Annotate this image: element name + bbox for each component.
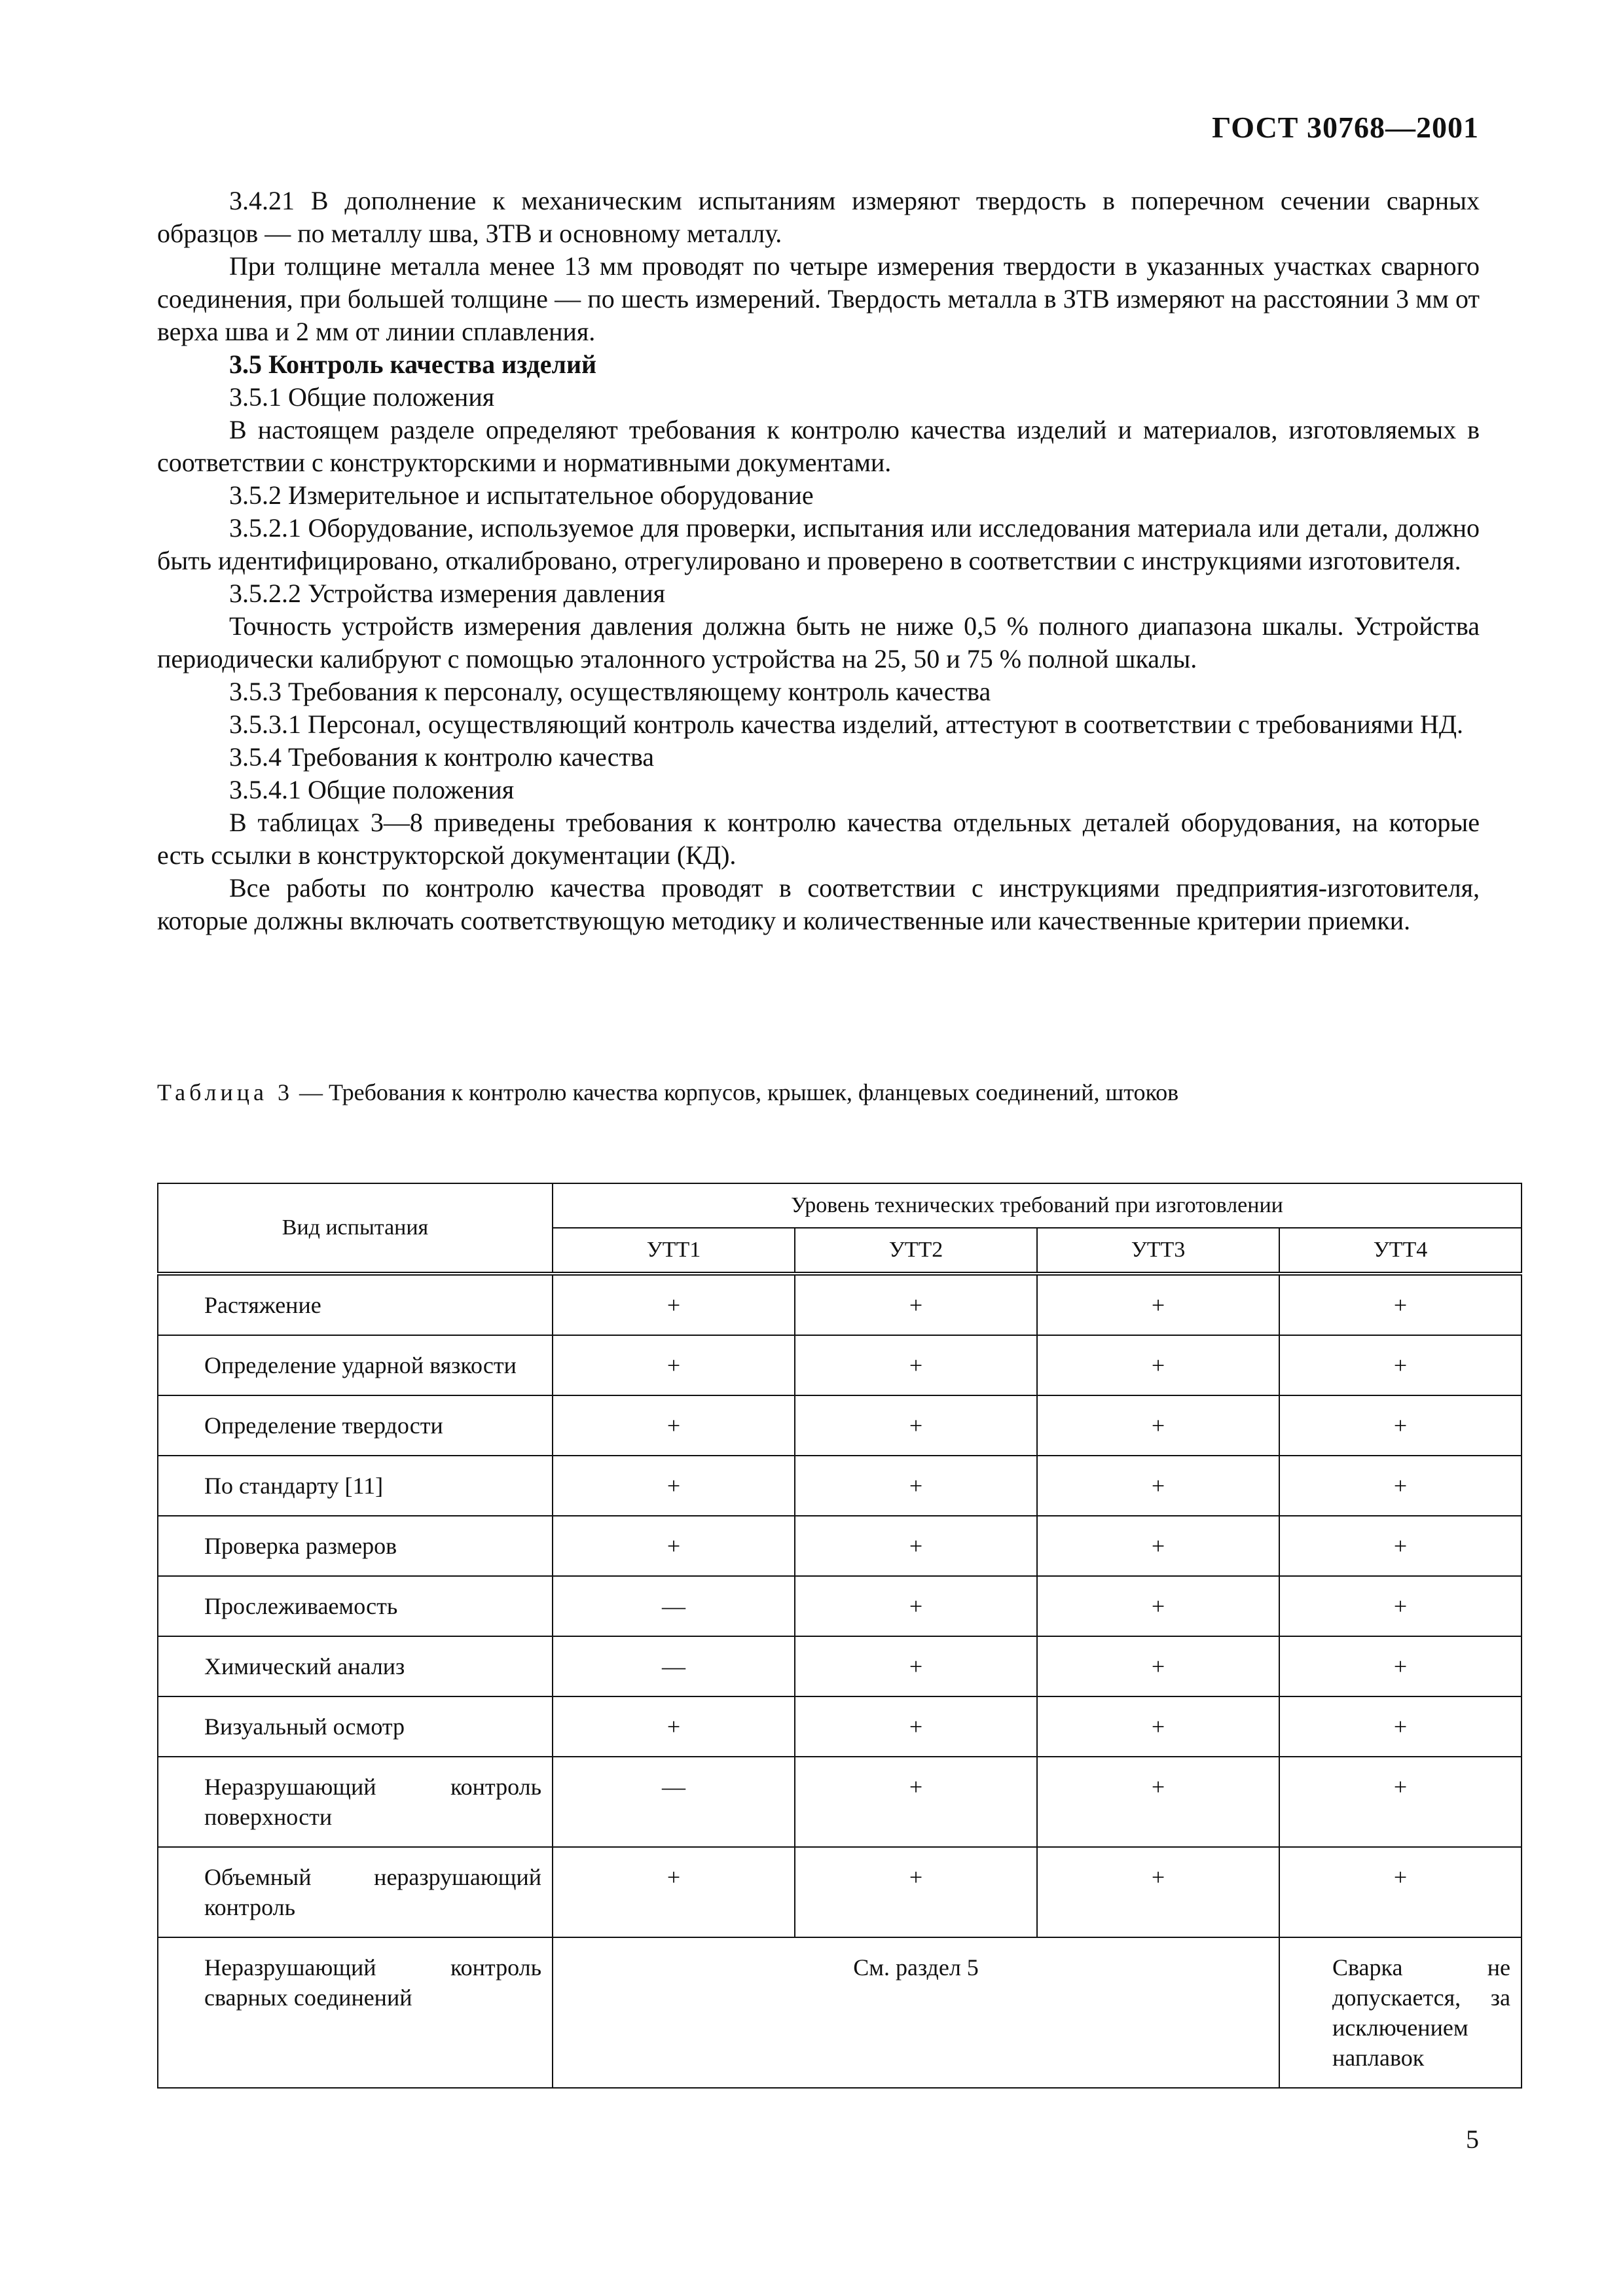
- requirement-cell: —: [553, 1576, 795, 1636]
- requirement-cell: +: [1279, 1516, 1522, 1576]
- subsection-heading: 3.5.2 Измерительное и испытательное оборудование: [229, 480, 814, 510]
- test-name: Химический анализ: [158, 1636, 553, 1696]
- requirement-cell: +: [1279, 1335, 1522, 1395]
- requirement-cell: +: [1037, 1636, 1279, 1696]
- requirement-cell: +: [795, 1456, 1037, 1516]
- requirement-cell: +: [1037, 1335, 1279, 1395]
- requirement-cell: +: [795, 1274, 1037, 1335]
- table-row: [158, 1395, 1522, 1456]
- paragraph: Все работы по контролю качества проводят в соответствии с инструкциями предприятия-изготовителя, которые должны включать соответствующую методику и количественные или качественные критерии приемки.: [157, 873, 1480, 935]
- requirement-cell: +: [553, 1274, 795, 1335]
- requirement-cell: +: [1037, 1576, 1279, 1636]
- paragraph: 3.5.2.1 Оборудование, используемое для проверки, испытания или исследования материала или детали, должно быть идентифицировано, откалибровано, отрегулировано и проверено в соответствии с инструкциями изготовителя.: [157, 513, 1480, 575]
- requirement-cell: +: [1279, 1395, 1522, 1456]
- requirement-cell: +: [1037, 1274, 1279, 1335]
- table-row: [158, 1937, 1522, 2088]
- table-row: [158, 1516, 1522, 1576]
- test-name: Растяжение: [158, 1274, 553, 1335]
- table-row: [158, 1847, 1522, 1937]
- requirement-cell: +: [553, 1847, 795, 1937]
- requirement-cell: +: [1279, 1576, 1522, 1636]
- table-caption: [157, 1079, 1178, 1106]
- test-name: По стандарту [11]: [158, 1456, 553, 1516]
- requirement-cell: +: [1037, 1847, 1279, 1937]
- table-row: [158, 1274, 1522, 1335]
- table-caption-label: Таблица 3: [157, 1079, 293, 1105]
- requirement-cell: +: [1037, 1757, 1279, 1847]
- requirement-cell: +: [795, 1847, 1037, 1937]
- test-name: Объемный неразрушающий контроль: [158, 1847, 553, 1937]
- requirement-cell: +: [1279, 1847, 1522, 1937]
- table-caption-text: — Требования к контролю качества корпусов, крышек, фланцевых соединений, штоков: [293, 1079, 1179, 1105]
- requirement-cell: +: [1279, 1696, 1522, 1757]
- test-name: Прослеживаемость: [158, 1576, 553, 1636]
- requirement-cell: +: [553, 1395, 795, 1456]
- subsection-heading: 3.5.2.2 Устройства измерения давления: [229, 579, 666, 608]
- paragraph: В таблицах 3—8 приведены требования к контролю качества отдельных деталей оборудования, на которые есть ссылки в конструкторской документации (КД).: [157, 808, 1480, 870]
- body-text: [157, 185, 1480, 937]
- requirement-cell: +: [1279, 1636, 1522, 1696]
- requirement-cell: +: [1037, 1395, 1279, 1456]
- requirement-cell: +: [1279, 1274, 1522, 1335]
- requirement-cell: +: [795, 1636, 1037, 1696]
- requirement-cell: +: [1037, 1516, 1279, 1576]
- subsection-heading: 3.5.4 Требования к контролю качества: [229, 742, 655, 772]
- header-test-type: Вид испытания: [158, 1183, 553, 1274]
- page-number: 5: [1466, 2125, 1479, 2154]
- table-body: [158, 1274, 1522, 1937]
- test-name: Неразрушающий контроль поверхности: [158, 1757, 553, 1847]
- requirement-cell: +: [1037, 1696, 1279, 1757]
- requirement-cell: +: [1279, 1757, 1522, 1847]
- requirement-cell: +: [795, 1576, 1037, 1636]
- requirement-cell: +: [553, 1696, 795, 1757]
- subsection-heading: 3.5.4.1 Общие положения: [229, 775, 515, 804]
- header-level: УТТ3: [1037, 1228, 1279, 1274]
- test-name: Визуальный осмотр: [158, 1696, 553, 1757]
- requirement-cell: +: [1037, 1456, 1279, 1516]
- table-row: [158, 1636, 1522, 1696]
- subsection-heading: 3.5.3 Требования к персоналу, осуществляющему контроль качества: [229, 677, 991, 706]
- requirement-cell: —: [553, 1636, 795, 1696]
- table-row: [158, 1757, 1522, 1847]
- paragraph: При толщине металла менее 13 мм проводят по четыре измерения твердости в указанных участках сварного соединения, при большей толщине — по шесть измерений. Твердость металла в ЗТВ измеряют на расстоянии 3 мм от верха шва и 2 мм от линии сплавления.: [157, 251, 1480, 346]
- test-name: Определение твердости: [158, 1395, 553, 1456]
- requirement-cell: +: [795, 1757, 1037, 1847]
- header-level: УТТ4: [1279, 1228, 1522, 1274]
- table-row: [158, 1696, 1522, 1757]
- requirement-cell: +: [795, 1335, 1037, 1395]
- header-level: УТТ1: [553, 1228, 795, 1274]
- see-section-cell: См. раздел 5: [553, 1937, 1279, 2088]
- requirements-table: [157, 1183, 1522, 2089]
- paragraph: 3.5.3.1 Персонал, осуществляющий контроль качества изделий, аттестуют в соответствии с требованиями НД.: [229, 709, 1464, 739]
- section-heading: 3.5 Контроль качества изделий: [229, 350, 597, 379]
- requirement-cell: +: [1279, 1456, 1522, 1516]
- requirement-cell: —: [553, 1757, 795, 1847]
- requirement-cell: +: [553, 1456, 795, 1516]
- paragraph: Точность устройств измерения давления должна быть не ниже 0,5 % полного диапазона шкалы. Устройства периодически калибруют с помощью эталонного устройства на 25, 50 и 75 % полной шкалы.: [157, 611, 1480, 673]
- note-cell: Сварка не допускается, за исключением наплавок: [1279, 1937, 1522, 2088]
- requirement-cell: +: [795, 1516, 1037, 1576]
- test-name: Проверка размеров: [158, 1516, 553, 1576]
- requirement-cell: +: [795, 1696, 1037, 1757]
- header-requirements-level: Уровень технических требований при изготовлении: [553, 1183, 1522, 1228]
- requirement-cell: +: [553, 1335, 795, 1395]
- requirement-cell: +: [553, 1516, 795, 1576]
- requirement-cell: +: [795, 1395, 1037, 1456]
- table-row: [158, 1456, 1522, 1516]
- table-row: [158, 1576, 1522, 1636]
- header-level: УТТ2: [795, 1228, 1037, 1274]
- document-code-header: ГОСТ 30768—2001: [1212, 111, 1479, 144]
- paragraph: 3.4.21 В дополнение к механическим испытаниям измеряют твердость в поперечном сечении сварных образцов — по металлу шва, ЗТВ и основному металлу.: [157, 186, 1480, 248]
- test-name: Неразрушающий контроль сварных соединений: [158, 1937, 553, 2088]
- table-row: [158, 1335, 1522, 1395]
- paragraph: В настоящем разделе определяют требования к контролю качества изделий и материалов, изготовляемых в соответствии с конструкторскими и нормативными документами.: [157, 415, 1480, 477]
- test-name: Определение ударной вязкости: [158, 1335, 553, 1395]
- subsection-heading: 3.5.1 Общие положения: [229, 382, 495, 412]
